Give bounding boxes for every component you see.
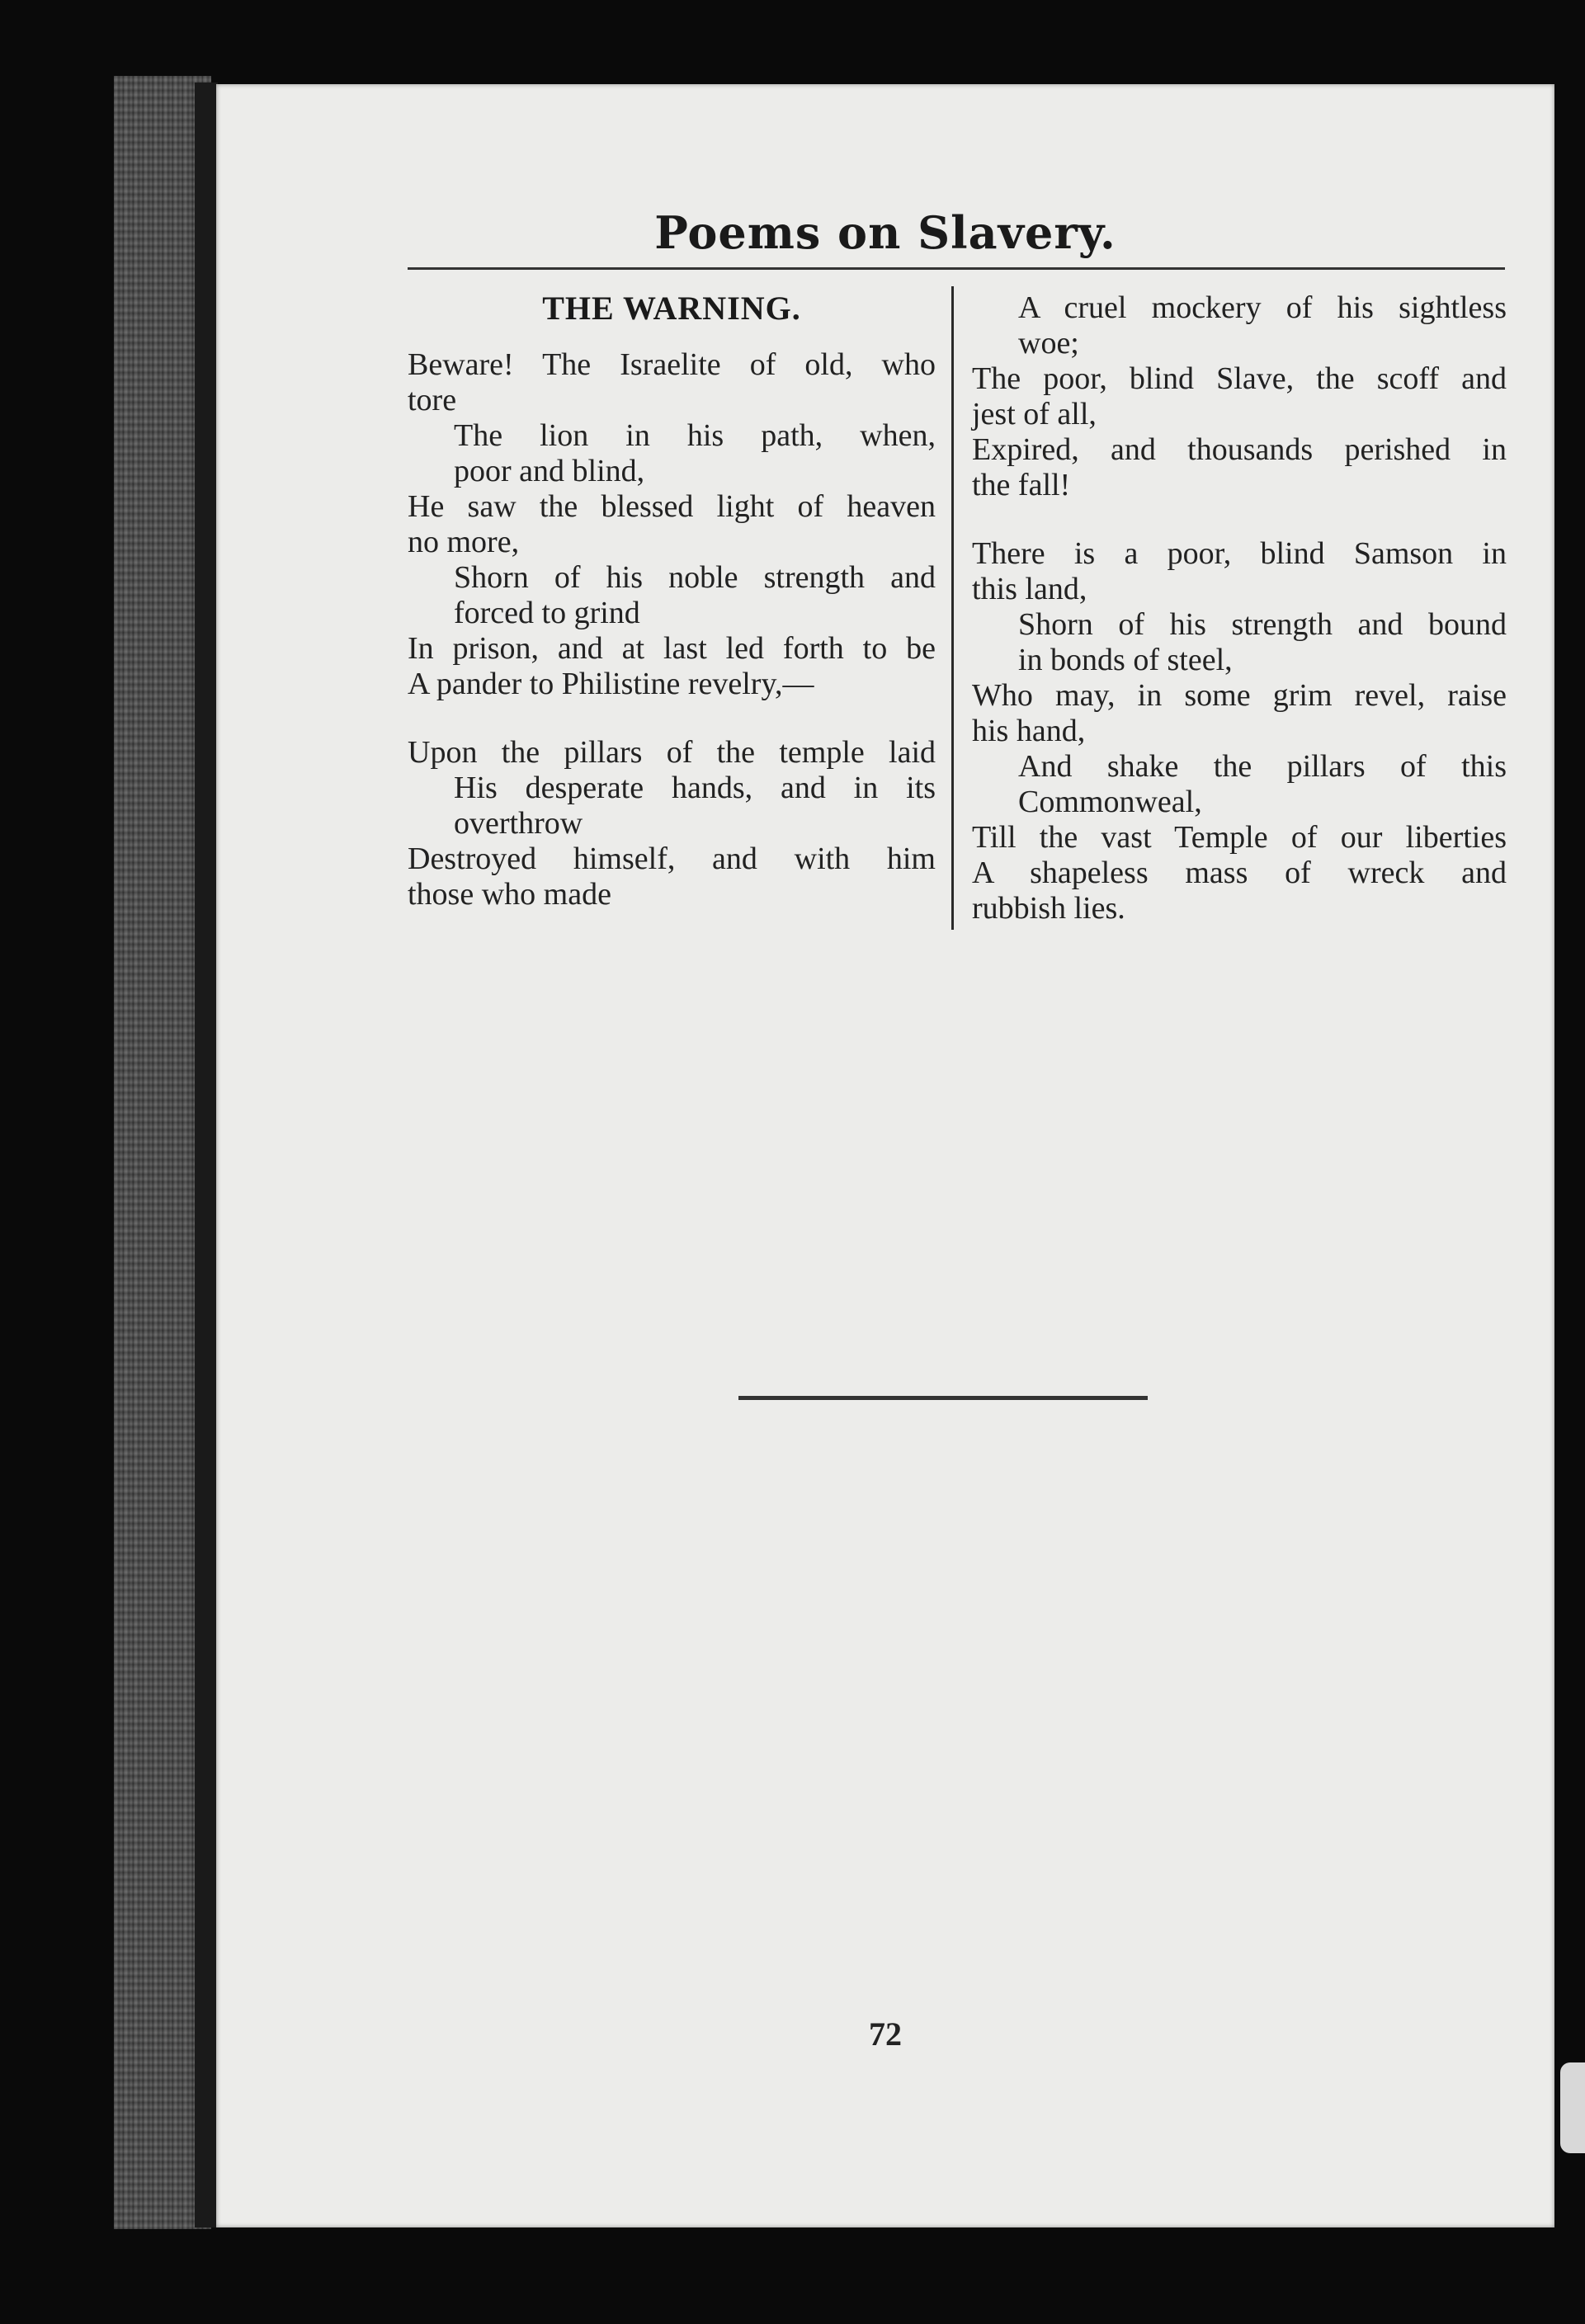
poem-line: Who may, in some grim revel, raise xyxy=(972,678,1507,713)
poem-line: those who made xyxy=(408,877,611,912)
stanza xyxy=(408,347,936,702)
end-rule xyxy=(738,1396,1148,1400)
poem-line: A pander to Philistine revelry,— xyxy=(408,667,814,701)
poem-line: jest of all, xyxy=(972,397,1097,431)
poem-line: forced to grind xyxy=(454,596,640,630)
poem-line: in bonds of steel, xyxy=(1018,643,1233,677)
poem-line: the fall! xyxy=(972,468,1071,502)
poem-line: His desperate hands, and in its xyxy=(454,771,936,805)
poem-line: no more, xyxy=(408,525,520,559)
right-column xyxy=(972,290,1507,959)
poem-line: poor and blind, xyxy=(454,454,645,488)
book-page xyxy=(216,84,1554,2227)
page-edge-mark xyxy=(1560,2062,1585,2153)
poem-title: THE WARNING. xyxy=(542,290,801,327)
poem-line: his hand, xyxy=(972,714,1086,748)
poem-line: A shapeless mass of wreck and xyxy=(972,856,1507,890)
right-stanzas xyxy=(972,290,1507,926)
poem-line: And shake the pillars of this xyxy=(1018,749,1507,784)
left-stanzas xyxy=(408,347,936,912)
stanza xyxy=(972,290,1507,503)
poem-line: overthrow xyxy=(454,806,583,841)
page-number: 72 xyxy=(869,2015,902,2053)
poem-line: Upon the pillars of the temple laid xyxy=(408,735,936,770)
poem-line: Commonweal, xyxy=(1018,785,1202,819)
poem-line: Beware! The Israelite of old, who xyxy=(408,347,936,382)
poem-line: There is a poor, blind Samson in xyxy=(972,536,1507,571)
stanza xyxy=(408,735,936,912)
poem-line: this land, xyxy=(972,572,1087,606)
poem-line: Shorn of his noble strength and xyxy=(454,560,936,595)
poem-line: Expired, and thousands perished in xyxy=(972,432,1507,467)
poem-line: The lion in his path, when, xyxy=(454,418,936,453)
column-divider xyxy=(951,286,954,930)
poem-line: A cruel mockery of his sightless xyxy=(1018,290,1507,325)
poem-line: woe; xyxy=(1018,326,1079,361)
poem-line: tore xyxy=(408,383,457,417)
poem-line: In prison, and at last led forth to be xyxy=(408,631,936,666)
poem-line: Till the vast Temple of our liberties xyxy=(972,820,1507,855)
poem-line: The poor, blind Slave, the scoff and xyxy=(972,361,1507,396)
poem-line: He saw the blessed light of heaven xyxy=(408,489,936,524)
poem-line: rubbish lies. xyxy=(972,891,1125,926)
poem-line: Shorn of his strength and bound xyxy=(1018,607,1507,642)
poem-line: Destroyed himself, and with him xyxy=(408,841,936,876)
left-column xyxy=(408,290,936,945)
stanza xyxy=(972,536,1507,926)
spine-edge xyxy=(195,82,218,2227)
running-head: Poems on Slavery. xyxy=(654,206,1116,259)
header-rule xyxy=(408,267,1505,270)
